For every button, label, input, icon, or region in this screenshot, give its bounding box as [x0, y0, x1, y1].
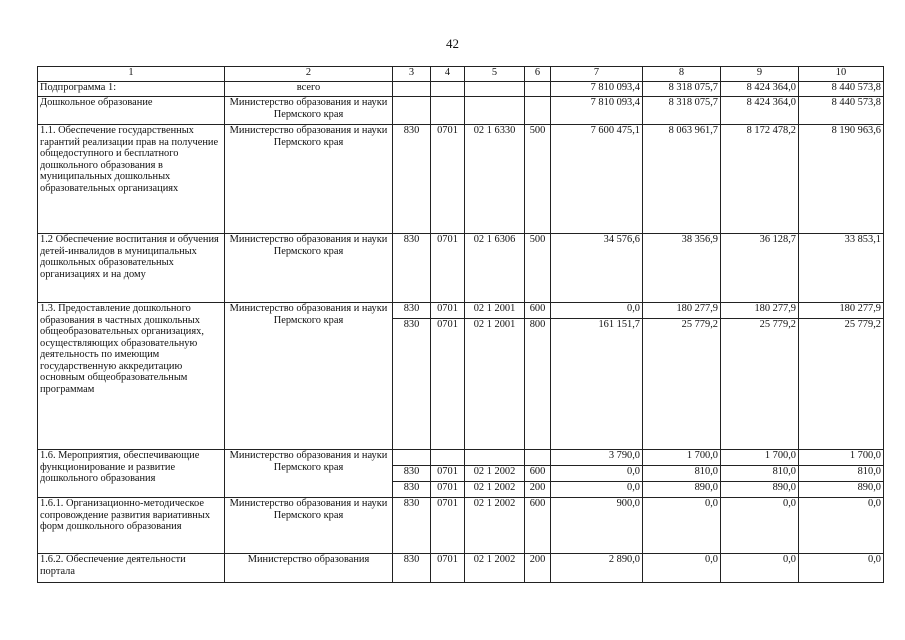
ministry-code-cell: 830 — [393, 482, 431, 498]
amount-cell: 0,0 — [643, 554, 721, 583]
target-code-cell: 02 1 6306 — [465, 234, 525, 303]
header-cell: 9 — [721, 67, 799, 82]
target-code-cell: 02 1 2001 — [465, 303, 525, 319]
expense-type-cell: 600 — [525, 303, 551, 319]
section-code-cell: 0701 — [431, 319, 465, 450]
expense-type-cell: 200 — [525, 482, 551, 498]
expense-type-cell: 600 — [525, 498, 551, 554]
program-name-cell: 1.3. Предоставление дошкольного образования в частных дошкольных общеобразовательных организациях, осуществляющих образовательную деятельность по имеющим государственную аккредитацию основным общеобразовательным программам — [38, 303, 225, 450]
amount-cell: 7 810 093,4 — [551, 97, 643, 125]
ministry-code-cell: 830 — [393, 303, 431, 319]
executor-cell: Министерство образования и науки Пермского края — [225, 450, 393, 498]
executor-cell: Министерство образования и науки Пермского края — [225, 303, 393, 450]
target-code-cell: 02 1 6330 — [465, 125, 525, 234]
amount-cell: 8 440 573,8 — [799, 97, 884, 125]
executor-cell: Министерство образования и науки Пермского края — [225, 97, 393, 125]
target-code-cell: 02 1 2001 — [465, 319, 525, 450]
header-cell: 8 — [643, 67, 721, 82]
header-cell: 7 — [551, 67, 643, 82]
target-code-cell: 02 1 2002 — [465, 482, 525, 498]
amount-cell: 1 700,0 — [799, 450, 884, 466]
section-code-cell: 0701 — [431, 482, 465, 498]
section-code-cell — [431, 97, 465, 125]
amount-cell: 8 172 478,2 — [721, 125, 799, 234]
executor-cell: Министерство образования — [225, 554, 393, 583]
amount-cell: 8 318 075,7 — [643, 97, 721, 125]
amount-cell: 25 779,2 — [721, 319, 799, 450]
amount-cell: 161 151,7 — [551, 319, 643, 450]
program-name-cell: 1.6. Мероприятия, обеспечивающие функционирование и развитие дошкольного образования — [38, 450, 225, 498]
table-row — [38, 498, 884, 554]
program-name-cell: 1.6.1. Организационно-методическое сопровождение развития вариативных форм дошкольного образования — [38, 498, 225, 554]
page-number: 42 — [446, 36, 459, 51]
executor-cell: Министерство образования и науки Пермского края — [225, 234, 393, 303]
amount-cell: 890,0 — [721, 482, 799, 498]
amount-cell: 36 128,7 — [721, 234, 799, 303]
program-name-cell: 1.6.2. Обеспечение деятельности портала — [38, 554, 225, 583]
amount-cell: 0,0 — [799, 554, 884, 583]
program-name-cell: Дошкольное образование — [38, 97, 225, 125]
amount-cell: 8 318 075,7 — [643, 82, 721, 97]
amount-cell: 25 779,2 — [643, 319, 721, 450]
header-cell: 10 — [799, 67, 884, 82]
amount-cell: 890,0 — [643, 482, 721, 498]
amount-cell: 8 424 364,0 — [721, 97, 799, 125]
header-row — [38, 67, 884, 82]
section-code-cell: 0701 — [431, 234, 465, 303]
amount-cell: 180 277,9 — [799, 303, 884, 319]
section-code-cell — [431, 82, 465, 97]
expense-type-cell: 500 — [525, 125, 551, 234]
amount-cell: 38 356,9 — [643, 234, 721, 303]
section-code-cell: 0701 — [431, 125, 465, 234]
ministry-code-cell: 830 — [393, 319, 431, 450]
amount-cell: 8 063 961,7 — [643, 125, 721, 234]
table-row — [38, 97, 884, 125]
executor-cell: всего — [225, 82, 393, 97]
section-code-cell: 0701 — [431, 466, 465, 482]
ministry-code-cell — [393, 82, 431, 97]
executor-cell: Министерство образования и науки Пермского края — [225, 125, 393, 234]
amount-cell: 0,0 — [551, 303, 643, 319]
amount-cell: 0,0 — [799, 498, 884, 554]
ministry-code-cell: 830 — [393, 554, 431, 583]
amount-cell: 2 890,0 — [551, 554, 643, 583]
table-row — [38, 125, 884, 234]
amount-cell: 0,0 — [643, 498, 721, 554]
amount-cell: 810,0 — [799, 466, 884, 482]
expense-type-cell: 600 — [525, 466, 551, 482]
amount-cell: 810,0 — [643, 466, 721, 482]
amount-cell: 34 576,6 — [551, 234, 643, 303]
amount-cell: 1 700,0 — [721, 450, 799, 466]
ministry-code-cell: 830 — [393, 234, 431, 303]
target-code-cell: 02 1 2002 — [465, 554, 525, 583]
ministry-code-cell — [393, 97, 431, 125]
target-code-cell: 02 1 2002 — [465, 498, 525, 554]
header-cell: 6 — [525, 67, 551, 82]
amount-cell: 890,0 — [799, 482, 884, 498]
section-code-cell: 0701 — [431, 554, 465, 583]
ministry-code-cell: 830 — [393, 125, 431, 234]
table-row — [38, 303, 884, 319]
expense-type-cell: 800 — [525, 319, 551, 450]
header-cell: 5 — [465, 67, 525, 82]
amount-cell: 0,0 — [721, 554, 799, 583]
program-name-cell: 1.2 Обеспечение воспитания и обучения детей-инвалидов в муниципальных дошкольных образовательных организациях и на дому — [38, 234, 225, 303]
amount-cell: 8 440 573,8 — [799, 82, 884, 97]
amount-cell: 0,0 — [551, 466, 643, 482]
amount-cell: 900,0 — [551, 498, 643, 554]
amount-cell: 1 700,0 — [643, 450, 721, 466]
target-code-cell — [465, 450, 525, 466]
expense-type-cell: 500 — [525, 234, 551, 303]
ministry-code-cell — [393, 450, 431, 466]
section-code-cell: 0701 — [431, 303, 465, 319]
amount-cell: 180 277,9 — [643, 303, 721, 319]
program-name-cell: Подпрограмма 1: — [38, 82, 225, 97]
amount-cell: 7 810 093,4 — [551, 82, 643, 97]
budget-table — [37, 66, 884, 583]
amount-cell: 0,0 — [551, 482, 643, 498]
section-code-cell: 0701 — [431, 498, 465, 554]
amount-cell: 25 779,2 — [799, 319, 884, 450]
amount-cell: 8 424 364,0 — [721, 82, 799, 97]
expense-type-cell — [525, 97, 551, 125]
header-cell: 3 — [393, 67, 431, 82]
table-row — [38, 554, 884, 583]
amount-cell: 8 190 963,6 — [799, 125, 884, 234]
target-code-cell: 02 1 2002 — [465, 466, 525, 482]
target-code-cell — [465, 82, 525, 97]
expense-type-cell — [525, 82, 551, 97]
amount-cell: 180 277,9 — [721, 303, 799, 319]
table-row — [38, 82, 884, 97]
amount-cell: 7 600 475,1 — [551, 125, 643, 234]
amount-cell: 810,0 — [721, 466, 799, 482]
executor-cell: Министерство образования и науки Пермского края — [225, 498, 393, 554]
expense-type-cell: 200 — [525, 554, 551, 583]
table-row — [38, 234, 884, 303]
section-code-cell — [431, 450, 465, 466]
target-code-cell — [465, 97, 525, 125]
ministry-code-cell: 830 — [393, 466, 431, 482]
expense-type-cell — [525, 450, 551, 466]
header-cell: 1 — [38, 67, 225, 82]
table-row — [38, 450, 884, 466]
amount-cell: 0,0 — [721, 498, 799, 554]
amount-cell: 3 790,0 — [551, 450, 643, 466]
amount-cell: 33 853,1 — [799, 234, 884, 303]
program-name-cell: 1.1. Обеспечение государственных гарантий реализации прав на получение общедоступного и бесплатного дошкольного образования в муниципальных дошкольных образовательных организациях — [38, 125, 225, 234]
header-cell: 4 — [431, 67, 465, 82]
header-cell: 2 — [225, 67, 393, 82]
ministry-code-cell: 830 — [393, 498, 431, 554]
